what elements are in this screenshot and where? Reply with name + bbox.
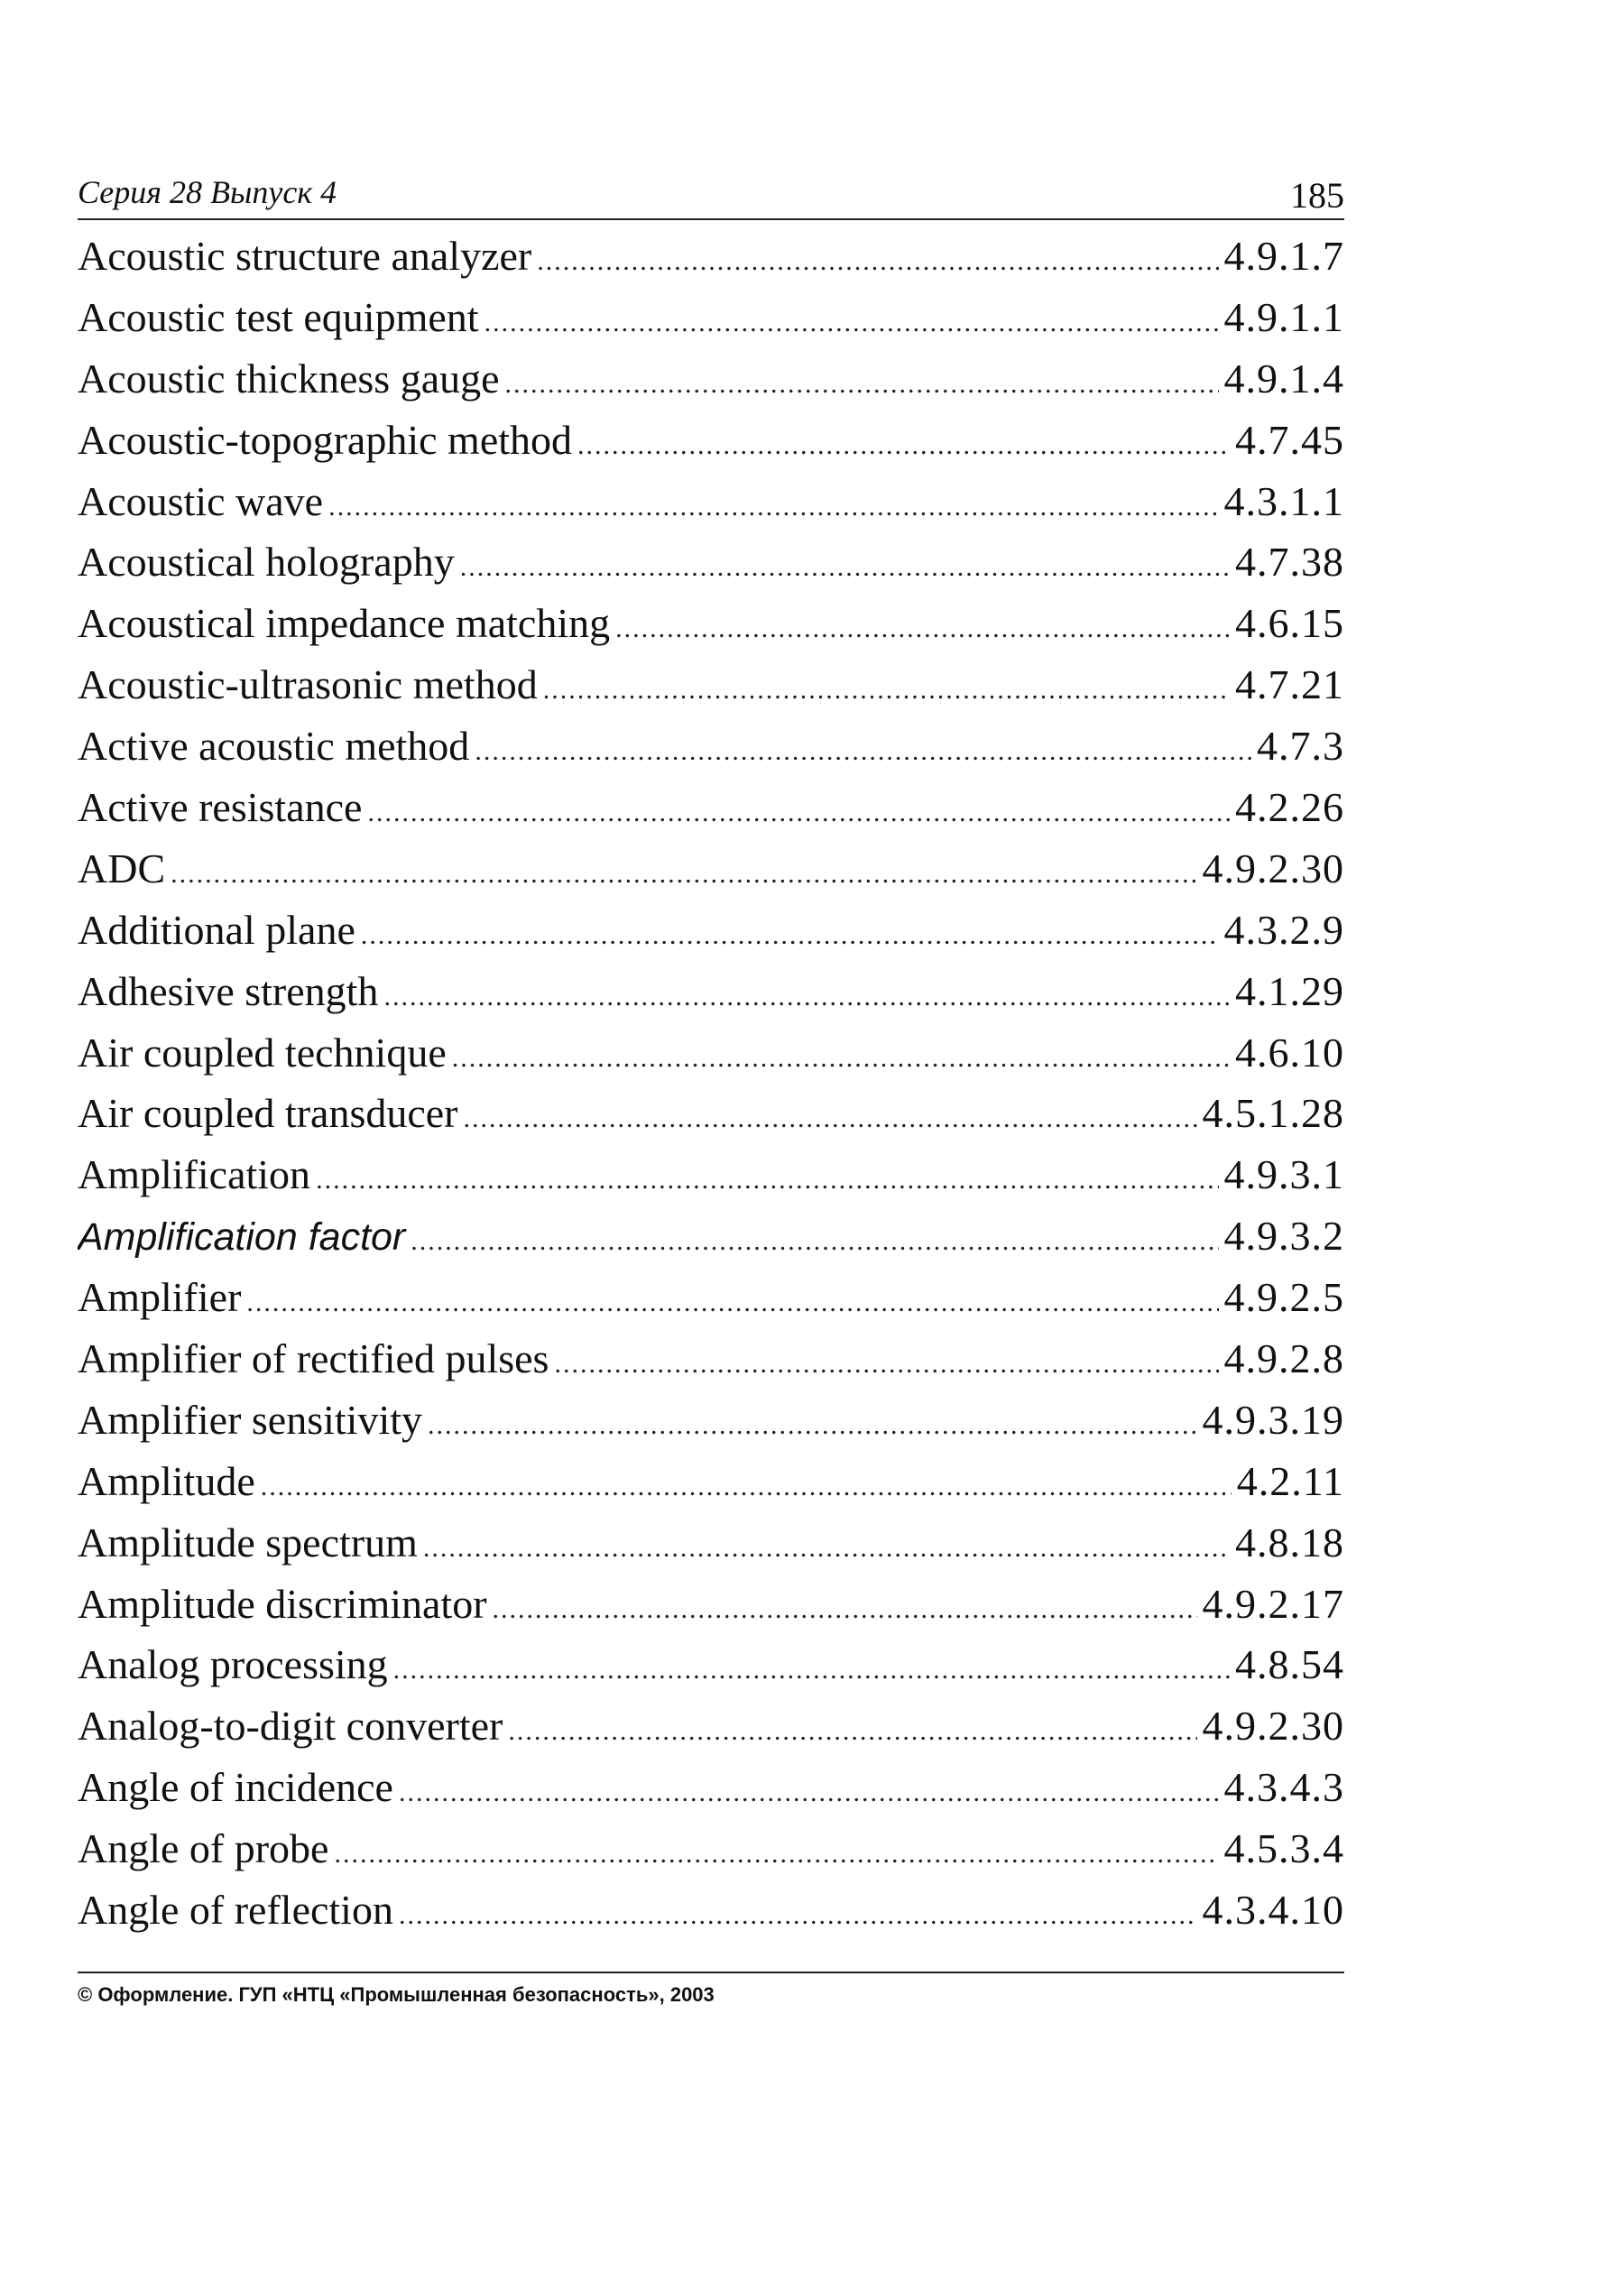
index-entry xyxy=(78,838,1344,900)
section-reference: 4.3.2.9 xyxy=(1223,906,1344,953)
section-reference: 4.9.1.4 xyxy=(1223,355,1344,402)
section-reference: 4.7.45 xyxy=(1235,416,1344,463)
dot-leader xyxy=(428,1395,1196,1451)
dot-leader xyxy=(475,721,1251,777)
section-reference: 4.9.3.1 xyxy=(1223,1151,1344,1198)
section-reference: 4.9.2.30 xyxy=(1202,1703,1344,1750)
index-term: Amplifier sensitivity xyxy=(78,1396,423,1443)
term-index-list xyxy=(78,226,1344,1941)
dot-leader xyxy=(383,966,1230,1022)
index-entry xyxy=(78,1818,1344,1879)
index-term: Acoustic thickness gauge xyxy=(78,355,500,402)
index-entry xyxy=(78,348,1344,410)
dot-leader xyxy=(543,660,1230,716)
index-entry xyxy=(78,1879,1344,1941)
section-reference: 4.7.21 xyxy=(1235,661,1344,708)
dot-leader xyxy=(334,1824,1218,1879)
copyright-footer: © Оформление. ГУП «НТЦ «Промышленная безопасность», 2003 xyxy=(78,1983,715,2006)
dot-leader xyxy=(493,1579,1197,1635)
dot-leader xyxy=(399,1885,1197,1941)
index-term: Acoustic-topographic method xyxy=(78,416,573,463)
dot-leader xyxy=(484,292,1219,348)
series-title: Серия 28 Выпуск 4 xyxy=(78,174,337,210)
dot-leader xyxy=(577,415,1230,471)
section-reference: 4.9.2.17 xyxy=(1202,1580,1344,1627)
section-reference: 4.5.3.4 xyxy=(1223,1825,1344,1872)
index-entry xyxy=(78,531,1344,593)
index-term: Angle of probe xyxy=(78,1825,329,1872)
index-term: Amplifier xyxy=(78,1274,242,1321)
dot-leader xyxy=(615,598,1230,654)
section-reference: 4.1.29 xyxy=(1235,967,1344,1014)
index-term: Amplification factor xyxy=(78,1215,406,1260)
index-entry xyxy=(78,226,1344,287)
section-reference: 4.9.2.30 xyxy=(1202,845,1344,891)
section-reference: 4.5.1.28 xyxy=(1202,1090,1344,1137)
index-entry xyxy=(78,654,1344,716)
section-reference: 4.8.54 xyxy=(1235,1641,1344,1688)
index-entry xyxy=(78,471,1344,532)
section-reference: 4.3.1.1 xyxy=(1223,477,1344,524)
index-term: Adhesive strength xyxy=(78,967,379,1014)
section-reference: 4.3.4.3 xyxy=(1223,1764,1344,1811)
running-head xyxy=(78,168,1344,220)
index-entry xyxy=(78,1144,1344,1205)
index-term: Air coupled transducer xyxy=(78,1090,458,1137)
index-entry xyxy=(78,593,1344,654)
dot-leader xyxy=(508,1701,1196,1757)
dot-leader xyxy=(261,1456,1232,1512)
index-entry xyxy=(78,1205,1344,1267)
index-term: Air coupled technique xyxy=(78,1029,447,1076)
dot-leader xyxy=(537,231,1218,287)
section-reference: 4.9.1.1 xyxy=(1223,293,1344,340)
dot-leader xyxy=(460,537,1230,593)
page-number: 185 xyxy=(1290,175,1344,216)
dot-leader xyxy=(411,1211,1218,1267)
dot-leader xyxy=(554,1334,1218,1390)
index-term: Additional plane xyxy=(78,906,355,953)
index-entry xyxy=(78,1451,1344,1512)
index-term: ADC xyxy=(78,845,166,891)
index-term: Acoustical holography xyxy=(78,539,455,586)
index-entry xyxy=(78,287,1344,348)
dot-leader xyxy=(423,1518,1230,1574)
footer-rule xyxy=(78,1972,1344,1973)
section-reference: 4.9.2.8 xyxy=(1223,1335,1344,1382)
section-reference: 4.6.10 xyxy=(1235,1029,1344,1076)
dot-leader xyxy=(464,1088,1197,1144)
section-reference: 4.7.3 xyxy=(1257,723,1344,770)
index-entry xyxy=(78,1390,1344,1451)
section-reference: 4.2.11 xyxy=(1236,1457,1344,1504)
section-reference: 4.6.15 xyxy=(1235,600,1344,647)
index-entry xyxy=(78,777,1344,838)
index-term: Amplification xyxy=(78,1151,311,1198)
section-reference: 4.3.4.10 xyxy=(1202,1887,1344,1934)
dot-leader xyxy=(171,844,1196,900)
section-reference: 4.2.26 xyxy=(1235,784,1344,831)
section-reference: 4.9.3.2 xyxy=(1223,1213,1344,1260)
index-entry xyxy=(78,1267,1344,1328)
index-term: Acoustic structure analyzer xyxy=(78,233,532,279)
section-reference: 4.7.38 xyxy=(1235,539,1344,586)
section-reference: 4.9.3.19 xyxy=(1202,1396,1344,1443)
dot-leader xyxy=(367,782,1230,838)
index-term: Acoustic wave xyxy=(78,477,324,524)
index-entry xyxy=(78,1083,1344,1144)
index-entry xyxy=(78,1574,1344,1635)
index-term: Acoustic test equipment xyxy=(78,293,479,340)
dot-leader xyxy=(452,1028,1230,1084)
dot-leader xyxy=(505,354,1219,410)
dot-leader xyxy=(393,1639,1230,1695)
index-term: Active resistance xyxy=(78,784,363,831)
index-entry xyxy=(78,1634,1344,1695)
index-entry xyxy=(78,1757,1344,1818)
index-term: Acoustic-ultrasonic method xyxy=(78,661,538,708)
index-entry xyxy=(78,1695,1344,1757)
index-term: Amplitude discriminator xyxy=(78,1580,487,1627)
section-reference: 4.8.18 xyxy=(1235,1519,1344,1565)
index-term: Active acoustic method xyxy=(78,723,470,770)
index-term: Analog processing xyxy=(78,1641,388,1688)
index-term: Amplitude xyxy=(78,1457,255,1504)
dot-leader xyxy=(316,1150,1218,1205)
index-entry xyxy=(78,1022,1344,1084)
index-entry xyxy=(78,716,1344,777)
dot-leader xyxy=(361,905,1219,961)
index-entry xyxy=(78,1512,1344,1574)
index-term: Amplitude spectrum xyxy=(78,1519,418,1565)
index-term: Analog-to-digit converter xyxy=(78,1703,503,1750)
dot-leader xyxy=(328,476,1218,532)
index-term: Acoustical impedance matching xyxy=(78,600,611,647)
dot-leader xyxy=(399,1762,1219,1818)
index-term: Angle of incidence xyxy=(78,1764,393,1811)
index-term: Amplifier of rectified pulses xyxy=(78,1335,549,1382)
index-entry xyxy=(78,900,1344,961)
index-entry xyxy=(78,410,1344,471)
dot-leader xyxy=(246,1272,1218,1328)
index-term: Angle of reflection xyxy=(78,1887,393,1934)
index-entry xyxy=(78,961,1344,1022)
section-reference: 4.9.2.5 xyxy=(1223,1274,1344,1321)
index-entry xyxy=(78,1328,1344,1390)
section-reference: 4.9.1.7 xyxy=(1223,233,1344,279)
